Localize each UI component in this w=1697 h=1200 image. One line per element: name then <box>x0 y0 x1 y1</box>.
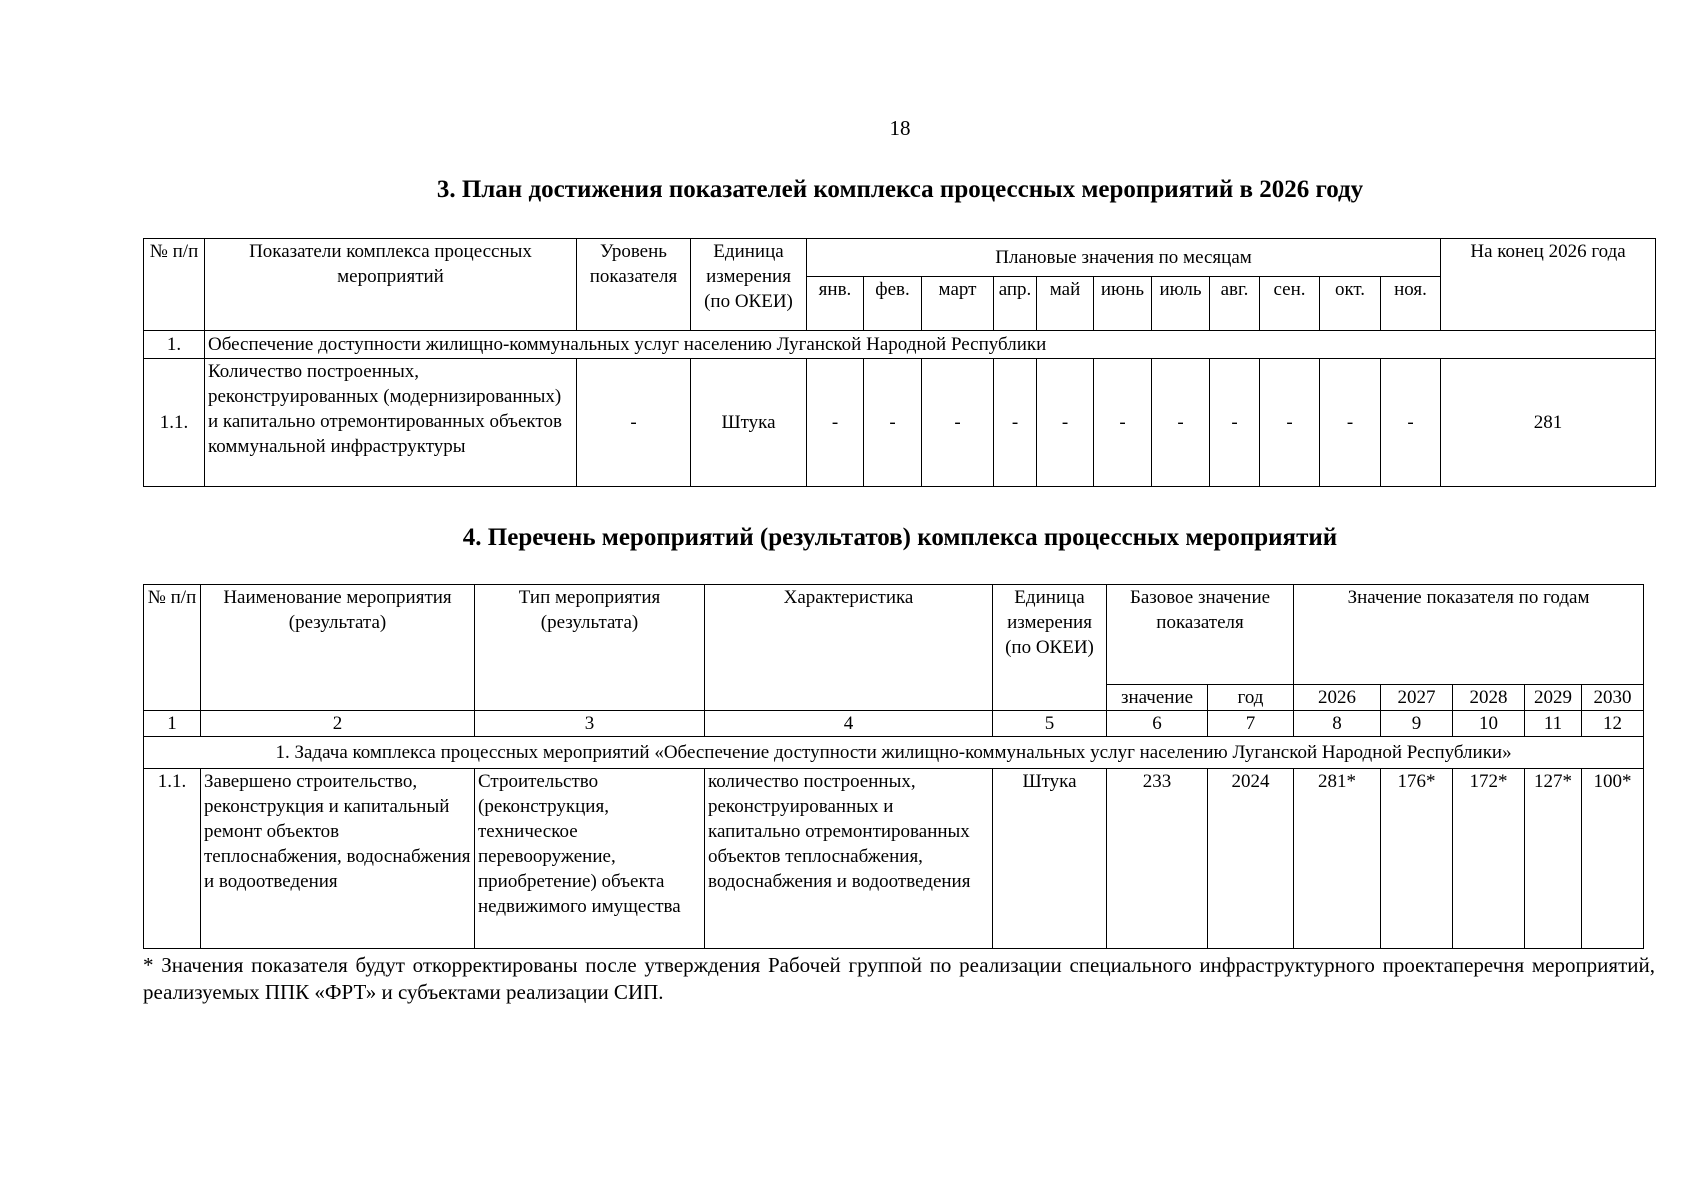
row-level: - <box>577 359 691 487</box>
section-4-title: 4. Перечень мероприятий (результатов) комплекса процессных мероприятий <box>462 524 1338 551</box>
row-base-year: 2024 <box>1208 769 1294 949</box>
column-number: 12 <box>1582 711 1644 737</box>
header-month: окт. <box>1320 277 1381 331</box>
header-base-year: год <box>1208 685 1294 711</box>
row-month-value: - <box>1094 359 1152 487</box>
header-num: № п/п <box>144 585 201 711</box>
header-year: 2029 <box>1525 685 1582 711</box>
header-name: Наименование мероприятия (результата) <box>201 585 475 711</box>
row-num: 1.1. <box>144 359 205 487</box>
row-year-value: 127* <box>1525 769 1582 949</box>
row-type: Строительство (реконструкция, техническое перевооружение, приобретение) объекта недвижимого имущества <box>475 769 705 949</box>
activities-list-table <box>143 584 1644 949</box>
column-number: 11 <box>1525 711 1582 737</box>
header-month: ноя. <box>1381 277 1441 331</box>
row-year-value: 176* <box>1381 769 1453 949</box>
row-name: Завершено строительство, реконструкция и капитальный ремонт объектов теплоснабжения, водоснабжения и водоотведения <box>201 769 475 949</box>
header-year: 2026 <box>1294 685 1381 711</box>
row-end-value: 281 <box>1441 359 1656 487</box>
footnote: * Значения показателя будут откорректированы после утверждения Рабочей группой по реализации специального инфраструктурного проектаперечня мероприятий, реализуемых ППК «ФРТ» и субъектами реализации СИП. <box>143 953 1655 1004</box>
header-month: авг. <box>1210 277 1260 331</box>
header-months-group: Плановые значения по месяцам <box>807 239 1441 277</box>
row-base-value: 233 <box>1107 769 1208 949</box>
indicators-plan-table <box>143 238 1656 487</box>
row-year-value: 172* <box>1453 769 1525 949</box>
header-num: № п/п <box>144 239 205 331</box>
header-years-group: Значение показателя по годам <box>1294 585 1644 685</box>
column-number: 4 <box>705 711 993 737</box>
column-number: 5 <box>993 711 1107 737</box>
column-number: 9 <box>1381 711 1453 737</box>
header-month: июнь <box>1094 277 1152 331</box>
header-month: янв. <box>807 277 864 331</box>
row-unit: Штука <box>691 359 807 487</box>
header-unit: Единица измерения (по ОКЕИ) <box>993 585 1107 711</box>
header-unit: Единица измерения (по ОКЕИ) <box>691 239 807 331</box>
header-indicator: Показатели комплекса процессных мероприятий <box>205 239 577 331</box>
task-row: 1. Задача комплекса процессных мероприятий «Обеспечение доступности жилищно-коммунальных услуг населению Луганской Народной Республики» <box>144 737 1644 769</box>
header-month: июль <box>1152 277 1210 331</box>
column-number: 10 <box>1453 711 1525 737</box>
header-level: Уровень показателя <box>577 239 691 331</box>
header-year: 2030 <box>1582 685 1644 711</box>
row-month-value: - <box>1260 359 1320 487</box>
header-type: Тип мероприятия (результата) <box>475 585 705 711</box>
column-number: 2 <box>201 711 475 737</box>
header-year: 2028 <box>1453 685 1525 711</box>
section-3-title: 3. План достижения показателей комплекса процессных мероприятий в 2026 году <box>436 176 1364 203</box>
header-month: сен. <box>1260 277 1320 331</box>
group-row-num: 1. <box>144 331 205 359</box>
column-number: 8 <box>1294 711 1381 737</box>
row-year-value: 100* <box>1582 769 1644 949</box>
header-base: Базовое значение показателя <box>1107 585 1294 685</box>
header-month: март <box>922 277 994 331</box>
header-characteristic: Характеристика <box>705 585 993 711</box>
column-number: 6 <box>1107 711 1208 737</box>
group-row-text: Обеспечение доступности жилищно-коммунальных услуг населению Луганской Народной Республики <box>205 331 1656 359</box>
column-number: 1 <box>144 711 201 737</box>
row-month-value: - <box>1152 359 1210 487</box>
column-number: 7 <box>1208 711 1294 737</box>
row-characteristic: количество построенных, реконструированных и капитально отремонтированных объектов теплоснабжения, водоснабжения и водоотведения <box>705 769 993 949</box>
row-month-value: - <box>1210 359 1260 487</box>
row-month-value: - <box>1381 359 1441 487</box>
row-month-value: - <box>1320 359 1381 487</box>
row-indicator: Количество построенных, реконструированных (модернизированных) и капитально отремонтированных объектов коммунальной инфраструктуры <box>205 359 577 487</box>
header-year: 2027 <box>1381 685 1453 711</box>
row-month-value: - <box>864 359 922 487</box>
row-unit: Штука <box>993 769 1107 949</box>
header-month: фев. <box>864 277 922 331</box>
row-month-value: - <box>807 359 864 487</box>
row-num: 1.1. <box>144 769 201 949</box>
page-number: 18 <box>889 116 911 140</box>
header-month: май <box>1037 277 1094 331</box>
header-end-of-year: На конец 2026 года <box>1441 239 1656 331</box>
header-base-value: значение <box>1107 685 1208 711</box>
header-month: апр. <box>994 277 1037 331</box>
row-month-value: - <box>1037 359 1094 487</box>
row-month-value: - <box>922 359 994 487</box>
row-year-value: 281* <box>1294 769 1381 949</box>
row-month-value: - <box>994 359 1037 487</box>
column-number: 3 <box>475 711 705 737</box>
